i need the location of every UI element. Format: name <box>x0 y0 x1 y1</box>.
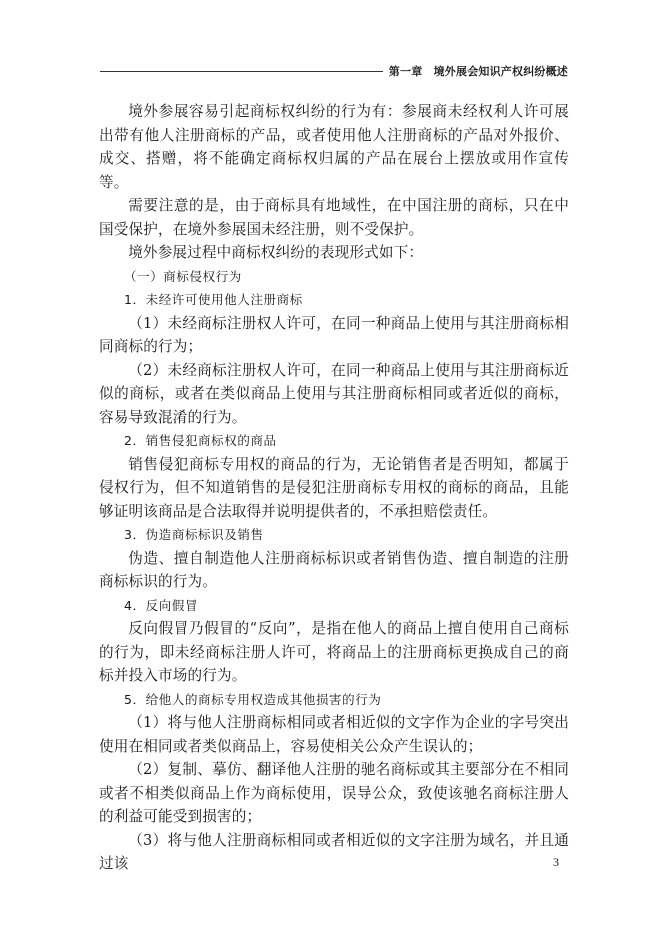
chapter-title: 第一章 境外展会知识产权纠纷概述 <box>388 65 568 78</box>
running-header <box>100 64 568 78</box>
paragraph: （2）复制、摹仿、翻译他人注册的驰名商标或其主要部分在不相同或者不相类似商品上作为商标使用，误导公众，致使该驰名商标注册人的利益可能受到损害的； <box>99 761 569 825</box>
subsection-heading: 4．反向假冒 <box>124 597 199 613</box>
paragraph: 境外参展过程中商标权纠纷的表现形式如下： <box>128 244 424 261</box>
subsection-heading: 3．伪造商标标识及销售 <box>124 527 264 542</box>
paragraph: 境外参展容易引起商标权纠纷的行为有：参展商未经权利人许可展出带有他人注册商标的产品，或者使用他人注册商标的产品对外报价、成交、搭赠，将不能确定商标权归属的产品在展台上摆放或用作宣传等。 <box>99 103 569 191</box>
header-rule <box>100 71 383 72</box>
subsection-heading: 1．未经许可使用他人注册商标 <box>124 292 303 307</box>
paragraph: 反向假冒乃假冒的“反向”，是指在他人的商品上擅自使用自己商标的行为，即未经商标注册人许可，将商品上的注册商标更换成自己的商标并投入市场的行为。 <box>99 620 569 684</box>
paragraph: （2）未经商标注册权人许可，在同一种商品上使用与其注册商标近似的商标，或者在类似商品上使用与其注册商标相同或者近似的商标，容易导致混淆的行为。 <box>99 361 569 426</box>
paragraph: 伪造、擅自制造他人注册商标标识或者销售伪造、擅自制造的注册商标标识的行为。 <box>99 549 569 590</box>
section-heading: （一）商标侵权行为 <box>124 268 242 284</box>
paragraph: （3）将与他人注册商标相同或者相近似的文字注册为域名，并且通过该 <box>99 831 569 872</box>
page-body <box>99 100 569 876</box>
paragraph: （1）将与他人注册商标相同或者相近似的文字作为企业的字号突出使用在相同或者类似商品上，容易使相关公众产生误认的； <box>99 714 569 755</box>
paragraph: 销售侵犯商标专用权的商品的行为，无论销售者是否明知，都属于侵权行为，但不知道销售的是侵犯注册商标专用权的商标的商品，且能够证明该商品是合法取得并说明提供者的，不承担赔偿责任。 <box>99 455 569 520</box>
paragraph: 需要注意的是，由于商标具有地域性，在中国注册的商标，只在中国受保护，在境外参展国未经注册，则不受保护。 <box>99 197 569 238</box>
subsection-heading: 2．销售侵犯商标权的商品 <box>124 433 277 448</box>
paragraph: （1）未经商标注册权人许可，在同一种商品上使用与其注册商标相同商标的行为； <box>99 314 569 355</box>
subsection-heading: 5．给他人的商标专用权造成其他损害的行为 <box>124 691 382 707</box>
page-number: 3 <box>553 855 559 869</box>
